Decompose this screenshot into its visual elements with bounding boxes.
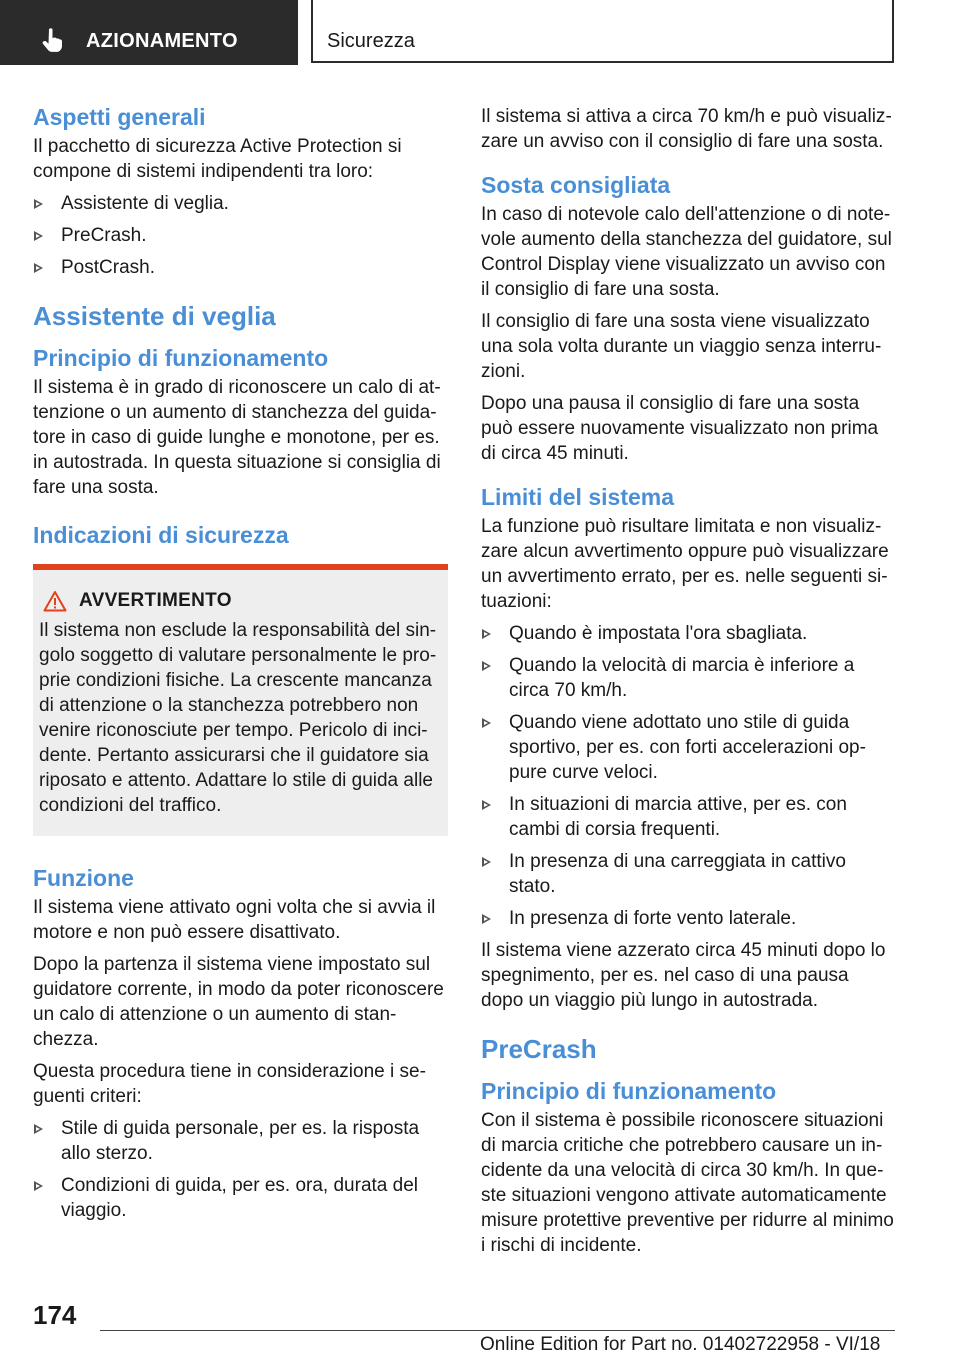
warning-text: Il sistema non esclude la responsabilità del singolo soggetto di valutare personalmente le proprie condizioni fisiche. La crescente mancanza di attenzione o la stanchezza potrebbero non venire riconosciute per tempo. Pericolo di incidente. Pertanto assicurarsi che il guidatore sia riposato e attento. Adattare lo stile di guida alle condizioni del traffico. <box>39 620 437 816</box>
list-item: In situazioni di marcia attive, per es. con cambi di corsia frequenti. <box>481 792 896 842</box>
heading-precrash: PreCrash <box>481 1034 597 1064</box>
paragraph-function-3: Questa procedura tiene in considerazione i seguenti criteri: <box>33 1061 426 1107</box>
right-column <box>481 100 896 1258</box>
list-item: PreCrash. <box>33 223 448 248</box>
warning-box <box>33 564 448 836</box>
list-item: PostCrash. <box>33 255 448 280</box>
page-footer <box>0 1290 960 1362</box>
paragraph-rest-1: In caso di notevole calo dell'attenzione o di notevole aumento della stanchezza del guidatore, sul Control Display viene visualizzato un avviso con il consiglio di fare una sosta. <box>481 204 892 300</box>
paragraph-rest-3: Dopo una pausa il consiglio di fare una sosta può essere nuovamente visualizzato non prima di circa 45 minuti. <box>481 393 879 464</box>
section-tab <box>311 0 894 63</box>
list-item: Quando la velocità di marcia è inferiore a circa 70 km/h. <box>481 653 896 703</box>
triangle-bullet-icon <box>34 231 43 241</box>
triangle-bullet-icon <box>34 1124 43 1134</box>
paragraph-function-2: Dopo la partenza il sistema viene impostato sul guidatore corrente, in modo da poter riconoscere un calo di attenzione o un aumento di stanchezza. <box>33 954 444 1050</box>
edition-text: Online Edition for Part no. 01402722958 - VI/18 <box>480 1334 881 1355</box>
heading-assist: Assistente di veglia <box>33 301 276 331</box>
triangle-bullet-icon <box>482 629 491 639</box>
warning-triangle-icon <box>43 590 67 612</box>
warning-header <box>39 590 442 612</box>
heading-limits: Limiti del sistema <box>481 484 675 510</box>
paragraph-reset: Il sistema viene azzerato circa 45 minuti dopo lo spegnimento, per es. nel caso di una pausa dopo un viaggio più lungo in autostrada. <box>481 940 886 1011</box>
chapter-title: AZIONAMENTO <box>86 30 238 52</box>
triangle-bullet-icon <box>482 914 491 924</box>
triangle-bullet-icon <box>34 1181 43 1191</box>
heading-principle-precrash: Principio di funzionamento <box>481 1078 777 1104</box>
paragraph-general: Il pacchetto di sicurezza Active Protection si compone di sistemi indipendenti tra loro: <box>33 136 402 182</box>
criteria-list <box>33 1116 448 1223</box>
triangle-bullet-icon <box>34 263 43 273</box>
list-item: In presenza di forte vento laterale. <box>481 906 896 931</box>
heading-function: Funzione <box>33 865 134 891</box>
chapter-tab <box>0 0 298 65</box>
heading-safety: Indicazioni di sicurezza <box>33 522 289 548</box>
triangle-bullet-icon <box>482 718 491 728</box>
paragraph-function-1: Il sistema viene attivato ogni volta che si avvia il motore e non può essere disattivato. <box>33 897 436 943</box>
paragraph-principle: Il sistema è in grado di riconoscere un calo di attenzione o un aumento di stanchezza del guidatore in caso di guide lunghe e monotone, per es. in autostrada. In questa situazione si consiglia di fare una sosta. <box>33 377 441 498</box>
section-title: Sicurezza <box>327 30 415 52</box>
list-item: Condizioni di guida, per es. ora, durata del viaggio. <box>33 1173 448 1223</box>
triangle-bullet-icon <box>482 857 491 867</box>
triangle-bullet-icon <box>34 199 43 209</box>
list-item: Quando viene adottato uno stile di guida sportivo, per es. con forti accelerazioni oppure curve veloci. <box>481 710 896 785</box>
left-column <box>33 100 448 1223</box>
heading-principle: Principio di funzionamento <box>33 345 329 371</box>
limits-list <box>481 621 896 931</box>
heading-general: Aspetti generali <box>33 104 206 130</box>
list-item: Quando è impostata l'ora sbagliata. <box>481 621 896 646</box>
triangle-bullet-icon <box>482 800 491 810</box>
paragraph-limits: La funzione può risultare limitata e non visualizzare alcun avvertimento oppure può visualizzare un avvertimento errato, per es. nelle seguenti situazioni: <box>481 516 889 612</box>
general-list <box>33 191 448 280</box>
list-item: Stile di guida personale, per es. la risposta allo sterzo. <box>33 1116 448 1166</box>
paragraph-rest-2: Il consiglio di fare una sosta viene visualizzato una sola volta durante un viaggio senza interruzioni. <box>481 311 882 382</box>
page-number: 174 <box>33 1300 77 1330</box>
paragraph-intro: Il sistema si attiva a circa 70 km/h e può visualizzare un avviso con il consiglio di fare una sosta. <box>481 106 892 152</box>
page-header <box>0 0 960 66</box>
paragraph-precrash: Con il sistema è possibile riconoscere situazioni di marcia critiche che potrebbero causare un incidente da una velocità di circa 30 km/h. In queste situazioni vengono attivate automaticamente misure protettive preventive per ridurre al minimo i rischi di incidente. <box>481 1110 894 1256</box>
hand-pointer-icon <box>40 27 66 53</box>
heading-rest: Sosta consigliata <box>481 172 671 198</box>
triangle-bullet-icon <box>482 661 491 671</box>
warning-title: AVVERTIMENTO <box>79 590 232 611</box>
footer-divider <box>100 1330 895 1331</box>
list-item: Assistente di veglia. <box>33 191 448 216</box>
list-item: In presenza di una carreggiata in cattivo stato. <box>481 849 896 899</box>
